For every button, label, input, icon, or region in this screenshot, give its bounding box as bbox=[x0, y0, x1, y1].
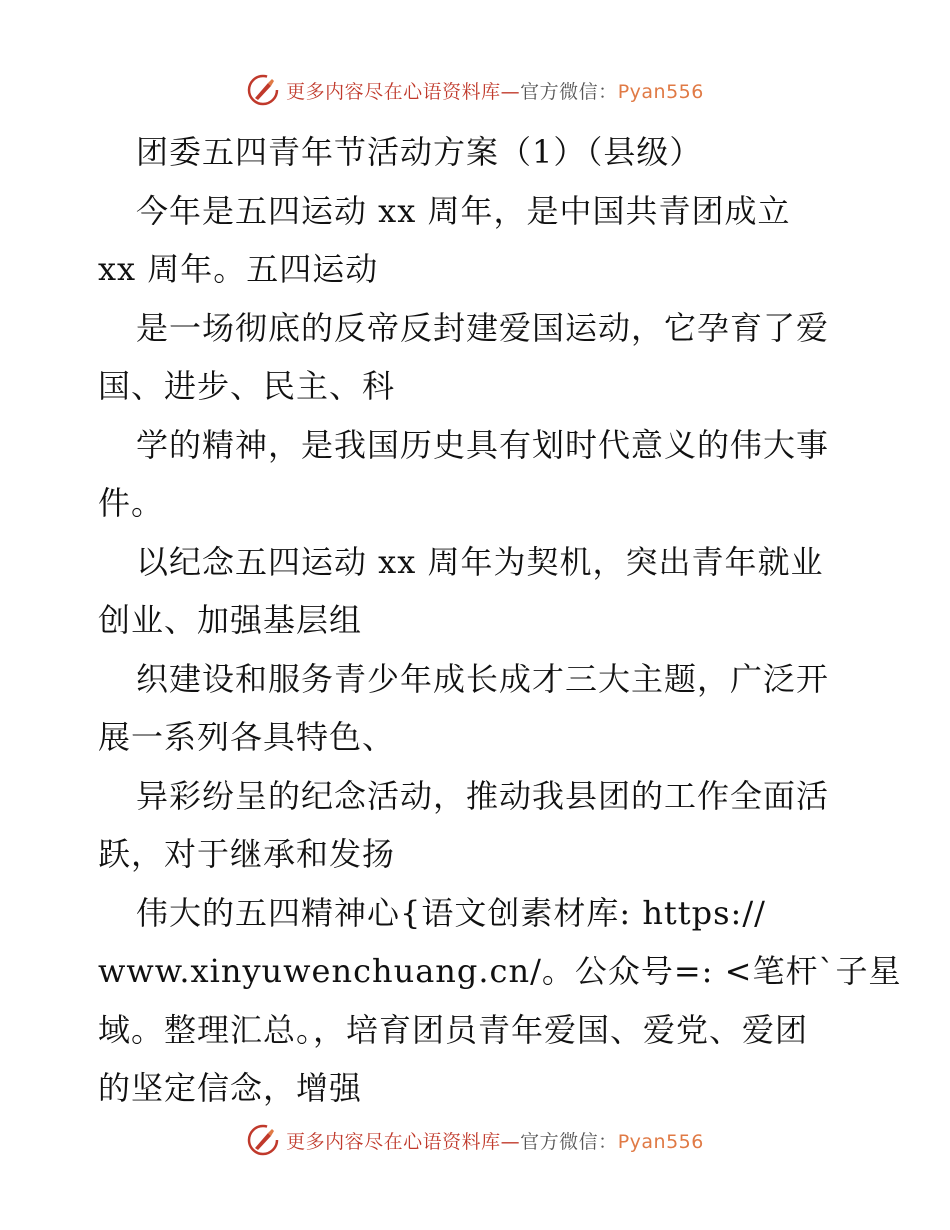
text-line: 域。整理汇总。，培育团员青年爱国、爱党、爱团 bbox=[98, 1010, 809, 1049]
text-line: 团委五四青年节活动方案（1）（县级） bbox=[136, 133, 703, 171]
banner-main-text: 更多内容尽在心语资料库 bbox=[286, 80, 501, 103]
banner-label: 官方微信： bbox=[520, 80, 618, 103]
banner-handle: Pyan556 bbox=[617, 1130, 704, 1153]
banner-dash: — bbox=[500, 80, 521, 103]
text-line: 异彩纷呈的纪念活动，推动我县团的工作全面活 bbox=[136, 776, 830, 815]
footer-banner bbox=[0, 1120, 950, 1160]
text-line: 的坚定信念，增强 bbox=[98, 1069, 363, 1107]
text-line: 件。 bbox=[98, 484, 165, 522]
pen-swirl-logo-icon bbox=[246, 1123, 280, 1157]
text-line: 跃，对于继承和发扬 bbox=[98, 835, 396, 873]
banner-label: 官方微信： bbox=[520, 1130, 618, 1153]
banner-text bbox=[286, 77, 704, 104]
document-body bbox=[98, 123, 902, 1118]
banner-main-text: 更多内容尽在心语资料库 bbox=[286, 1130, 501, 1153]
text-line: 学的精神，是我国历史具有划时代意义的伟大事 bbox=[136, 425, 830, 464]
text-line: 展一系列各具特色、 bbox=[98, 718, 396, 756]
text-line: 伟大的五四精神心{语文创素材库: https:// bbox=[136, 893, 766, 932]
text-line: 创业、加强基层组 bbox=[98, 601, 363, 639]
text-line: 国、进步、民主、科 bbox=[98, 367, 396, 405]
text-line: 是一场彻底的反帝反封建爱国运动，它孕育了爱 bbox=[136, 308, 830, 347]
text-line: xx 周年。五四运动 bbox=[98, 250, 379, 288]
header-banner bbox=[0, 70, 950, 110]
text-line: www.xinyuwenchuang.cn/。公众号=: <笔杆`子星 bbox=[98, 952, 902, 990]
text-line: 织建设和服务青少年成长成才三大主题，广泛开 bbox=[136, 659, 830, 698]
text-line: 以纪念五四运动 xx 周年为契机，突出青年就业 bbox=[136, 542, 824, 581]
pen-swirl-logo-icon bbox=[246, 73, 280, 107]
banner-dash: — bbox=[500, 1130, 521, 1153]
banner-text bbox=[286, 1127, 704, 1154]
text-line: 今年是五四运动 xx 周年，是中国共青团成立 bbox=[136, 191, 791, 230]
banner-handle: Pyan556 bbox=[617, 80, 704, 103]
